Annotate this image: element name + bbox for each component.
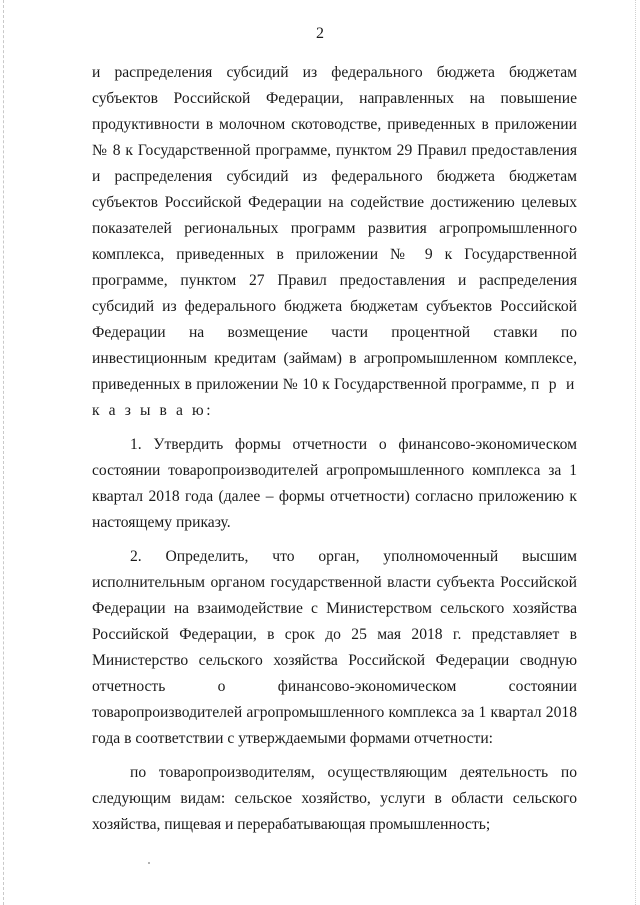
paragraph-continuation xyxy=(92,60,577,424)
scan-edge-right xyxy=(635,0,636,905)
paragraph-item-2: 2. Определить, что орган, уполномоченный высшим исполнительным органом государственной власти субъекта Российской Федерации на взаимодействие с Министерством сельского хозяйства Российской Федерации, в срок до 25 мая 2018 г. представляет в Министерство сельского хозяйства Российской Федерации сводную отчетность о финансово-экономическом состоянии товаропроизводителей агропромышленного комплекса за 1 квартал 2018 года в соответствии с утверждаемыми формами отчетности: xyxy=(92,548,577,747)
scan-edge-left xyxy=(3,0,4,905)
document-body xyxy=(92,60,577,838)
order-word: п р и к а з ы в а ю: xyxy=(92,376,578,419)
scan-speck xyxy=(148,862,150,864)
page-number: 2 xyxy=(316,25,324,42)
paragraph-item-1: 1. Утвердить формы отчетности о финансово-экономическом состоянии товаропроизводителей агропромышленного комплекса за 1 квартал 2018 года (далее – формы отчетности) согласно приложению к настоящему приказу. xyxy=(92,436,577,531)
paragraph-subitem: по товаропроизводителям, осуществляющим деятельность по следующим видам: сельское хозяйство, услуги в области сельского хозяйства, пищевая и перерабатывающая промышленность; xyxy=(92,764,577,833)
paragraph-continuation-text: и распределения субсидий из федерального бюджета бюджетам субъектов Российской Федерации, направленных на повышение продуктивности в молочном скотоводстве, приведенных в приложении № 8 к Государственной программе, пунктом 29 Правил предоставления и распределения субсидий из федерального бюджета бюджетам субъектов Российской Федерации на содействие достижению целевых показателей региональных программ развития агропромышленного комплекса, приведенных в приложении № 9 к Государственной программе, пунктом 27 Правил предоставления и распределения субсидий из федерального бюджета бюджетам субъектов Российской Федерации на возмещение части процентной ставки по инвестиционным кредитам (займам) в агропромышленном комплексе, приведенных в приложении № 10 к Государственной программе, xyxy=(92,64,577,393)
